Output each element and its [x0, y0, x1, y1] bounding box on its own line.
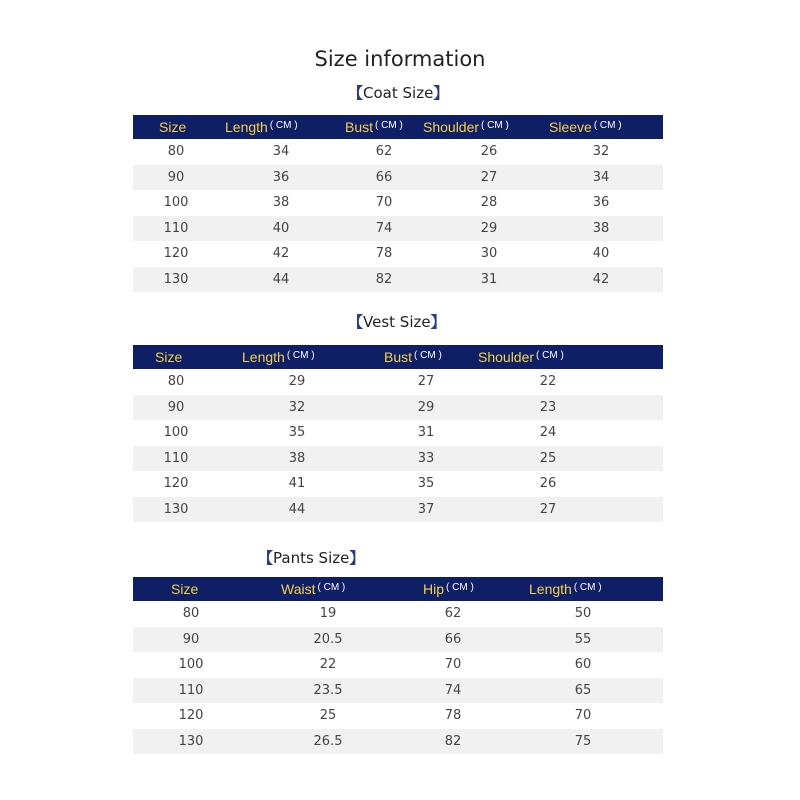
table-cell: 80: [167, 374, 185, 389]
table-cell: 32: [592, 144, 610, 159]
table-cell: 19: [319, 606, 337, 621]
table-cell: 25: [319, 708, 337, 723]
column-header-label: Length: [242, 349, 285, 365]
table-cell: 30: [480, 246, 498, 261]
table-cell: 27: [480, 169, 498, 185]
table-row: [133, 729, 663, 755]
table-cell: 50: [574, 606, 592, 621]
column-header-label: Hip: [423, 581, 445, 597]
column-header-unit: ( CM ): [269, 120, 298, 131]
table-cell: 100: [178, 657, 204, 672]
table-cell: 65: [574, 682, 592, 698]
column-header: [423, 119, 509, 135]
table-header: [133, 345, 663, 369]
table-cell: 34: [592, 169, 610, 185]
table-cell: 22: [319, 657, 337, 672]
column-header: [281, 581, 345, 597]
column-header-label: Size: [159, 119, 187, 135]
column-header: [478, 349, 564, 365]
table-cell: 66: [375, 169, 393, 185]
column-header-label: Waist: [281, 581, 316, 597]
column-header: [159, 119, 186, 135]
table-row: [133, 471, 663, 497]
column-header: [549, 119, 622, 135]
table-cell: 29: [480, 220, 498, 236]
column-header-unit: ( CM ): [414, 350, 442, 361]
column-header-unit: ( CM ): [286, 350, 315, 361]
table-row: [133, 190, 663, 216]
table-cell: 23.5: [313, 682, 343, 698]
table-cell: 100: [163, 425, 189, 440]
table-cell: 90: [182, 631, 200, 647]
column-header-label: Sleeve: [549, 119, 592, 135]
close-bracket: 】: [349, 549, 365, 567]
table-cell: 78: [444, 708, 462, 723]
page-title: Size information: [314, 47, 486, 71]
table-cell: 29: [288, 374, 306, 389]
table-cell: 36: [592, 195, 610, 210]
table-cell: 55: [574, 631, 592, 647]
table-cell: 130: [178, 733, 204, 749]
column-header-label: Length: [529, 581, 572, 597]
table-cell: 38: [288, 450, 306, 466]
table-cell: 130: [163, 271, 189, 287]
table-cell: 60: [574, 657, 592, 672]
table-cell: 80: [182, 606, 200, 621]
table-cell: 110: [163, 450, 189, 466]
table-cell: 66: [444, 631, 462, 647]
table-cell: 31: [480, 271, 498, 287]
table-cell: 27: [539, 501, 557, 517]
table-cell: 74: [375, 220, 393, 236]
table-row: [133, 652, 663, 678]
column-header: [345, 119, 403, 135]
vest-heading-text: Vest Size: [363, 313, 431, 331]
column-header-unit: ( CM ): [536, 350, 564, 361]
table-cell: 42: [272, 246, 290, 261]
column-header-label: Size: [171, 581, 199, 597]
open-bracket: 【: [348, 84, 364, 102]
coat-size-table: [133, 115, 663, 292]
table-cell: 120: [163, 246, 189, 261]
table-cell: 62: [375, 144, 393, 159]
column-header-unit: ( CM ): [375, 120, 403, 131]
column-header-label: Bust: [384, 349, 413, 365]
table-row: [133, 703, 663, 729]
table-cell: 26: [539, 476, 557, 491]
table-cell: 90: [167, 169, 185, 185]
table-row: [133, 165, 663, 191]
table-cell: 29: [417, 399, 435, 415]
table-cell: 80: [167, 144, 185, 159]
table-cell: 120: [178, 708, 204, 723]
close-bracket: 】: [433, 84, 449, 102]
table-cell: 28: [480, 195, 498, 210]
column-header-unit: ( CM ): [446, 582, 474, 593]
pants-heading-text: Pants Size: [273, 549, 350, 567]
table-cell: 78: [375, 246, 393, 261]
table-row: [133, 267, 663, 293]
table-cell: 110: [178, 682, 204, 698]
table-cell: 70: [375, 195, 393, 210]
vest-heading: [348, 311, 446, 332]
column-header: [242, 349, 315, 365]
table-cell: 38: [592, 220, 610, 236]
table-cell: 90: [167, 399, 185, 415]
table-row: [133, 627, 663, 653]
table-cell: 120: [163, 476, 189, 491]
column-header: [384, 349, 442, 365]
table-cell: 34: [272, 144, 290, 159]
table-cell: 32: [288, 399, 306, 415]
table-cell: 41: [288, 476, 306, 491]
table-row: [133, 601, 663, 627]
column-header: [225, 119, 298, 135]
column-header: [171, 581, 198, 597]
table-row: [133, 395, 663, 421]
table-row: [133, 369, 663, 395]
table-cell: 37: [417, 501, 435, 517]
column-header-unit: ( CM ): [317, 582, 346, 593]
table-cell: 22: [539, 374, 557, 389]
table-cell: 82: [375, 271, 393, 287]
table-cell: 110: [163, 220, 189, 236]
table-header: [133, 115, 663, 139]
table-cell: 27: [417, 374, 435, 389]
table-row: [133, 241, 663, 267]
vest-size-table: [133, 345, 663, 522]
table-cell: 23: [539, 399, 557, 415]
table-cell: 70: [444, 657, 462, 672]
table-cell: 20.5: [313, 631, 343, 647]
table-cell: 24: [539, 425, 557, 440]
table-cell: 36: [272, 169, 290, 185]
table-row: [133, 678, 663, 704]
column-header-label: Size: [155, 349, 183, 365]
column-header-unit: ( CM ): [593, 120, 622, 131]
table-cell: 74: [444, 682, 462, 698]
column-header-unit: ( CM ): [481, 120, 509, 131]
table-cell: 42: [592, 271, 610, 287]
column-header-label: Shoulder: [423, 119, 480, 135]
table-cell: 26.5: [313, 733, 343, 749]
table-row: [133, 420, 663, 446]
column-header-label: Bust: [345, 119, 374, 135]
table-cell: 82: [444, 733, 462, 749]
table-cell: 25: [539, 450, 557, 466]
coat-heading: [348, 82, 448, 103]
column-header: [529, 581, 602, 597]
table-cell: 44: [272, 271, 290, 287]
table-cell: 35: [288, 425, 306, 440]
close-bracket: 】: [430, 313, 446, 331]
column-header: [155, 349, 182, 365]
open-bracket: 【: [258, 549, 274, 567]
column-header: [423, 581, 474, 597]
table-cell: 40: [592, 246, 610, 261]
table-cell: 130: [163, 501, 189, 517]
table-row: [133, 497, 663, 523]
open-bracket: 【: [348, 313, 364, 331]
table-cell: 70: [574, 708, 592, 723]
table-row: [133, 446, 663, 472]
table-cell: 31: [417, 425, 435, 440]
table-header: [133, 577, 663, 601]
table-cell: 40: [272, 220, 290, 236]
table-row: [133, 216, 663, 242]
table-cell: 100: [163, 195, 189, 210]
column-header-unit: ( CM ): [573, 582, 602, 593]
table-cell: 33: [417, 450, 435, 466]
coat-heading-text: Coat Size: [363, 84, 434, 102]
table-cell: 62: [444, 606, 462, 621]
table-cell: 26: [480, 144, 498, 159]
table-cell: 35: [417, 476, 435, 491]
column-header-label: Shoulder: [478, 349, 535, 365]
column-header-label: Length: [225, 119, 268, 135]
table-cell: 44: [288, 501, 306, 517]
pants-heading: [258, 547, 364, 568]
pants-size-table: [133, 577, 663, 754]
table-cell: 75: [574, 733, 592, 749]
table-cell: 38: [272, 195, 290, 210]
table-row: [133, 139, 663, 165]
